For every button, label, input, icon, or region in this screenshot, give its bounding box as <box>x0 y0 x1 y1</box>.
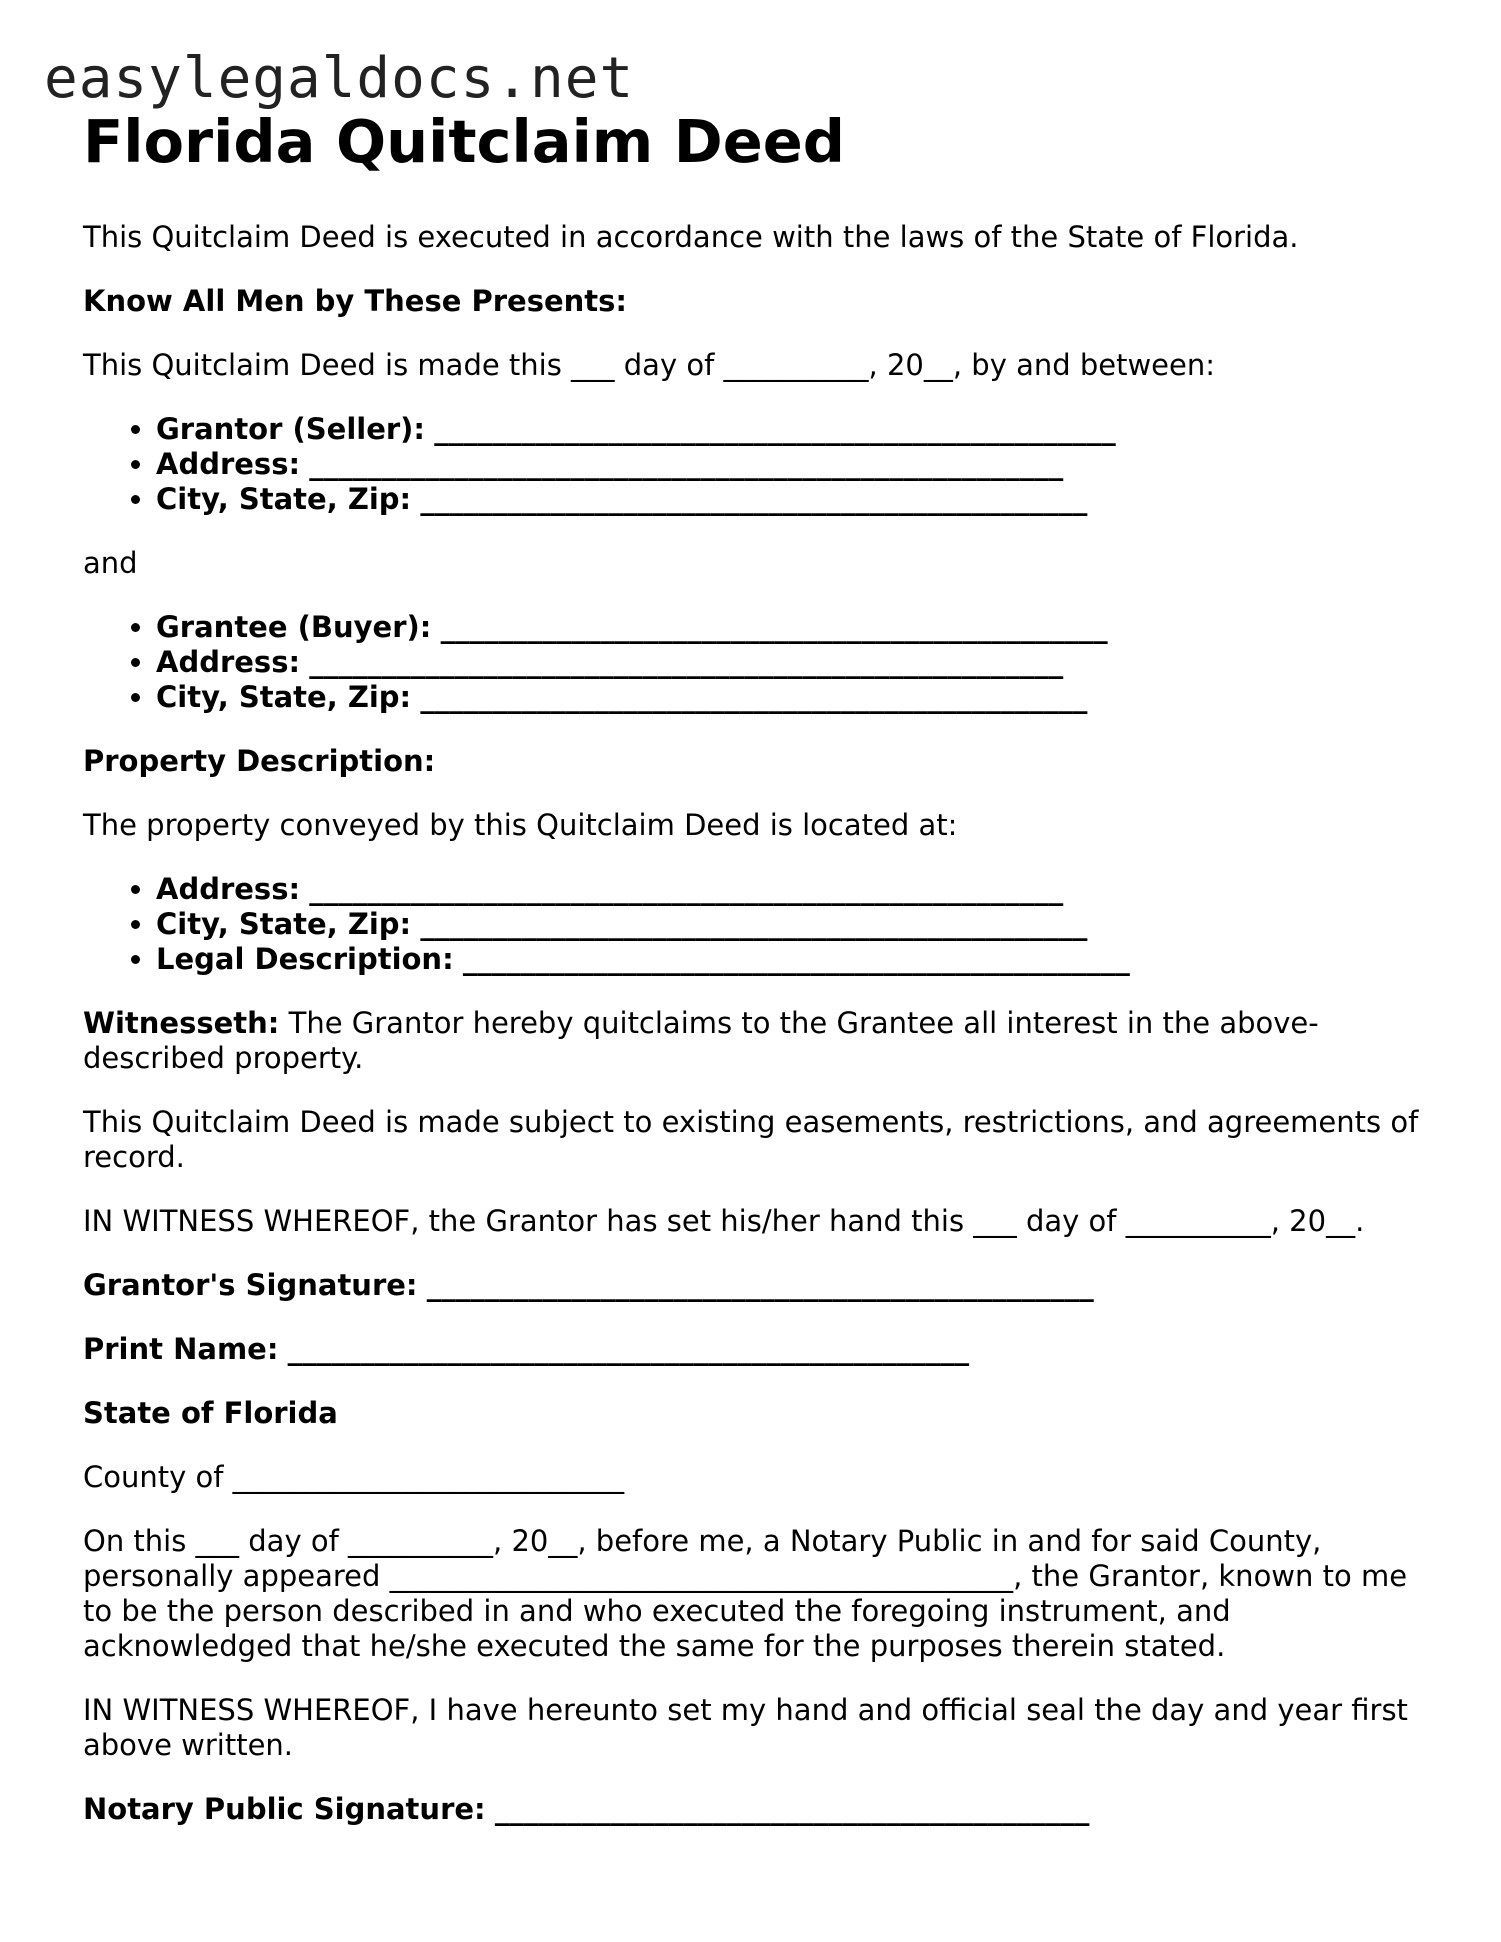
legal-description-label: Legal Description: <box>156 942 454 976</box>
list-item <box>156 447 1433 482</box>
grantor-signature-blank: ______________________________________________ <box>426 1268 1094 1302</box>
notary-signature-line <box>83 1792 1433 1827</box>
property-list <box>83 872 1433 977</box>
print-name-line <box>83 1332 1433 1367</box>
grantor-signature-label: Grantor's Signature: <box>83 1268 418 1302</box>
intro-paragraph: This Quitclaim Deed is executed in accordance with the laws of the State of Florida. <box>83 220 1299 254</box>
in-witness-grantor: IN WITNESS WHEREOF, the Grantor has set his/her hand this ___ day of __________, 20__. <box>83 1204 1365 1238</box>
know-all-heading: Know All Men by These Presents: <box>83 284 628 318</box>
grantee-address-label: Address: <box>156 645 301 679</box>
grantor-city-blank: ______________________________________________ <box>420 482 1088 516</box>
grantor-name-label: Grantor (Seller): <box>156 412 426 446</box>
page-title: Florida Quitclaim Deed <box>83 107 846 176</box>
grantee-name-blank: ______________________________________________ <box>440 610 1108 644</box>
list-item <box>156 872 1433 907</box>
watermark: easylegaldocs.net <box>44 46 635 111</box>
list-item <box>156 645 1433 680</box>
county-line: County of ___________________________ <box>83 1460 625 1494</box>
subject-to-paragraph: This Quitclaim Deed is made subject to existing easements, restrictions, and agreements of record. <box>83 1105 1419 1174</box>
grantee-name-label: Grantee (Buyer): <box>156 610 432 644</box>
list-item <box>156 412 1433 447</box>
grantor-city-label: City, State, Zip: <box>156 482 412 516</box>
legal-description-blank: ______________________________________________ <box>462 942 1130 976</box>
grantor-list <box>83 412 1433 517</box>
print-name-label: Print Name: <box>83 1332 279 1366</box>
document-body <box>83 106 1433 1856</box>
made-this-paragraph: This Quitclaim Deed is made this ___ day of __________, 20__, by and between: <box>83 348 1216 382</box>
grantor-name-blank: _______________________________________________ <box>434 412 1116 446</box>
notary-signature-blank: _________________________________________ <box>494 1792 1090 1826</box>
list-item <box>156 942 1433 977</box>
grantor-signature-line <box>83 1268 1433 1303</box>
notary-paragraph: On this ___ day of __________, 20__, before me, a Notary Public in and for said County, personally appeared ___________________________________________, the Grantor, known to me to be the person described in and who executed the foregoing instrument, and acknowledged that he/she executed the same for the purposes therein stated. <box>83 1524 1408 1663</box>
grantee-address-blank: ____________________________________________________ <box>309 645 1064 679</box>
witnesseth-label: Witnesseth: <box>83 1006 280 1040</box>
list-item <box>156 907 1433 942</box>
witnesseth-paragraph <box>83 1006 1433 1076</box>
property-heading: Property Description: <box>83 744 436 778</box>
and-text: and <box>83 546 138 580</box>
print-name-blank: _______________________________________________ <box>287 1332 970 1366</box>
grantee-city-blank: ______________________________________________ <box>420 680 1088 714</box>
property-address-label: Address: <box>156 872 301 906</box>
grantee-city-label: City, State, Zip: <box>156 680 412 714</box>
grantor-address-label: Address: <box>156 447 301 481</box>
list-item <box>156 680 1433 715</box>
grantee-list <box>83 610 1433 715</box>
property-city-label: City, State, Zip: <box>156 907 412 941</box>
notary-signature-label: Notary Public Signature: <box>83 1792 486 1826</box>
grantor-address-blank: ____________________________________________________ <box>309 447 1064 481</box>
property-intro: The property conveyed by this Quitclaim Deed is located at: <box>83 808 958 842</box>
witnesseth-text: The Grantor hereby quitclaims to the Grantee all interest in the above-described property. <box>83 1006 1319 1075</box>
in-witness-notary: IN WITNESS WHEREOF, I have hereunto set my hand and official seal the day and year first above written. <box>83 1693 1408 1762</box>
property-city-blank: ______________________________________________ <box>420 907 1088 941</box>
state-heading: State of Florida <box>83 1396 338 1430</box>
list-item <box>156 610 1433 645</box>
list-item <box>156 482 1433 517</box>
property-address-blank: ____________________________________________________ <box>309 872 1064 906</box>
